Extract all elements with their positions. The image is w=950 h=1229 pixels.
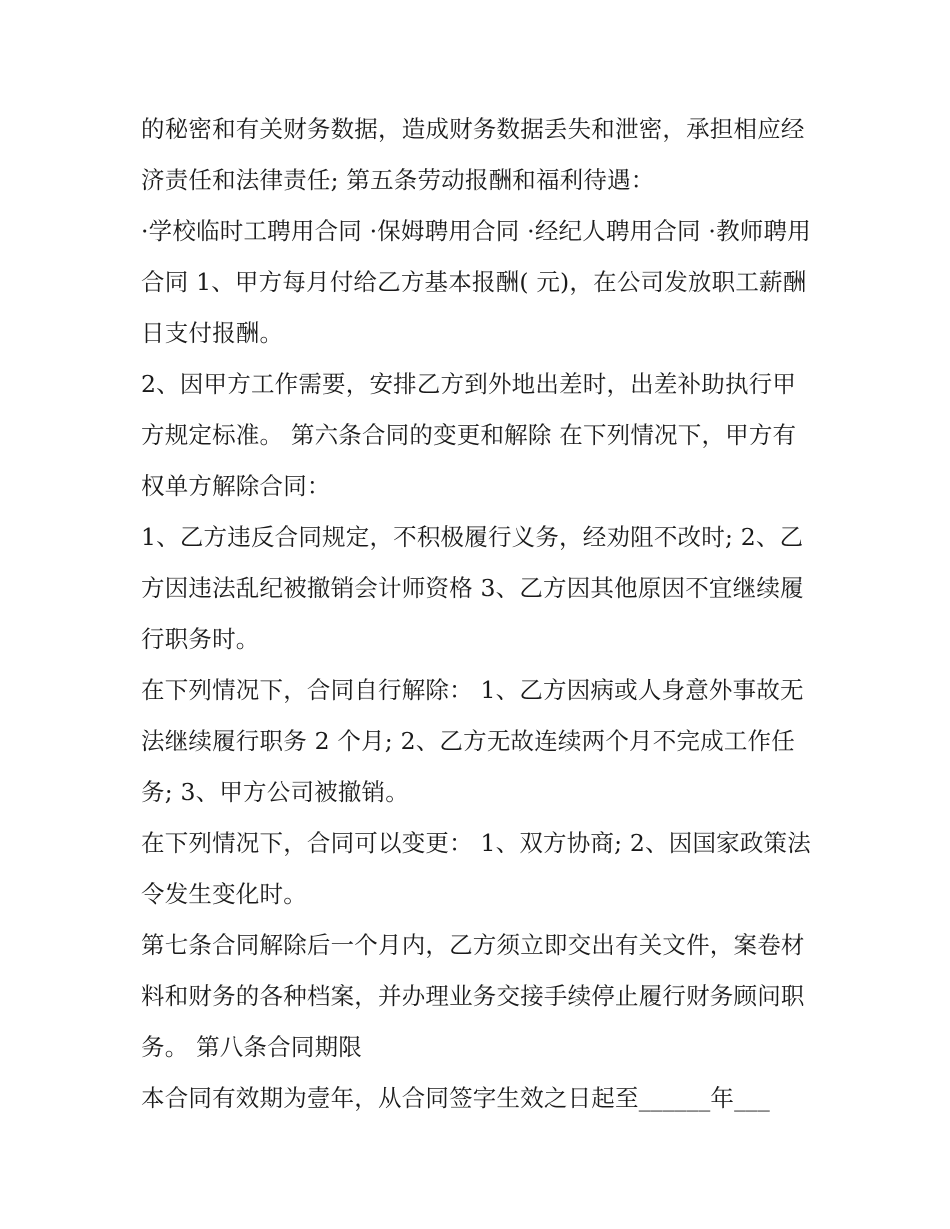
paragraph-travel-allowance-termination: 2、因甲方工作需要，安排乙方到外地出差时，出差补助执行甲方规定标准。 第六条合同的变更和解除 在下列情况下，甲方有权单方解除合同： xyxy=(141,370,797,500)
paragraph-automatic-termination: 在下列情况下，合同自行解除： 1、乙方因病或人身意外事故无法继续履行职务 2 个月; 2、乙方无故连续两个月不完成工作任务; 3、甲方公司被撤销。 xyxy=(141,676,804,806)
paragraph-related-contracts-basic-pay: ·学校临时工聘用合同 ·保姆聘用合同 ·经纪人聘用合同 ·教师聘用合同 1、甲方每月付给乙方基本报酬( 元)，在公司发放职工薪酬日支付报酬。 xyxy=(141,217,811,347)
paragraph-unilateral-termination-cases: 1、乙方违反合同规定，不积极履行义务，经劝阻不改时; 2、乙方因违法乱纪被撤销会计师资格 3、乙方因其他原因不宜继续履行职务时。 xyxy=(141,523,804,653)
paragraph-confidentiality-liability: 的秘密和有关财务数据，造成财务数据丢失和泄密，承担相应经济责任和法律责任; 第五条劳动报酬和福利待遇： xyxy=(141,115,805,194)
paragraph-handover-contract-term: 第七条合同解除后一个月内，乙方须立即交出有关文件，案卷材料和财务的各种档案，并办理业务交接手续停止履行财务顾问职务。 第八条合同期限 xyxy=(141,931,805,1061)
document-body xyxy=(141,104,813,1124)
paragraph-validity-period: 本合同有效期为壹年，从合同签字生效之日起至______年___ xyxy=(141,1084,770,1112)
paragraph-contract-modification: 在下列情况下，合同可以变更： 1、双方协商; 2、因国家政策法令发生变化时。 xyxy=(141,829,811,908)
